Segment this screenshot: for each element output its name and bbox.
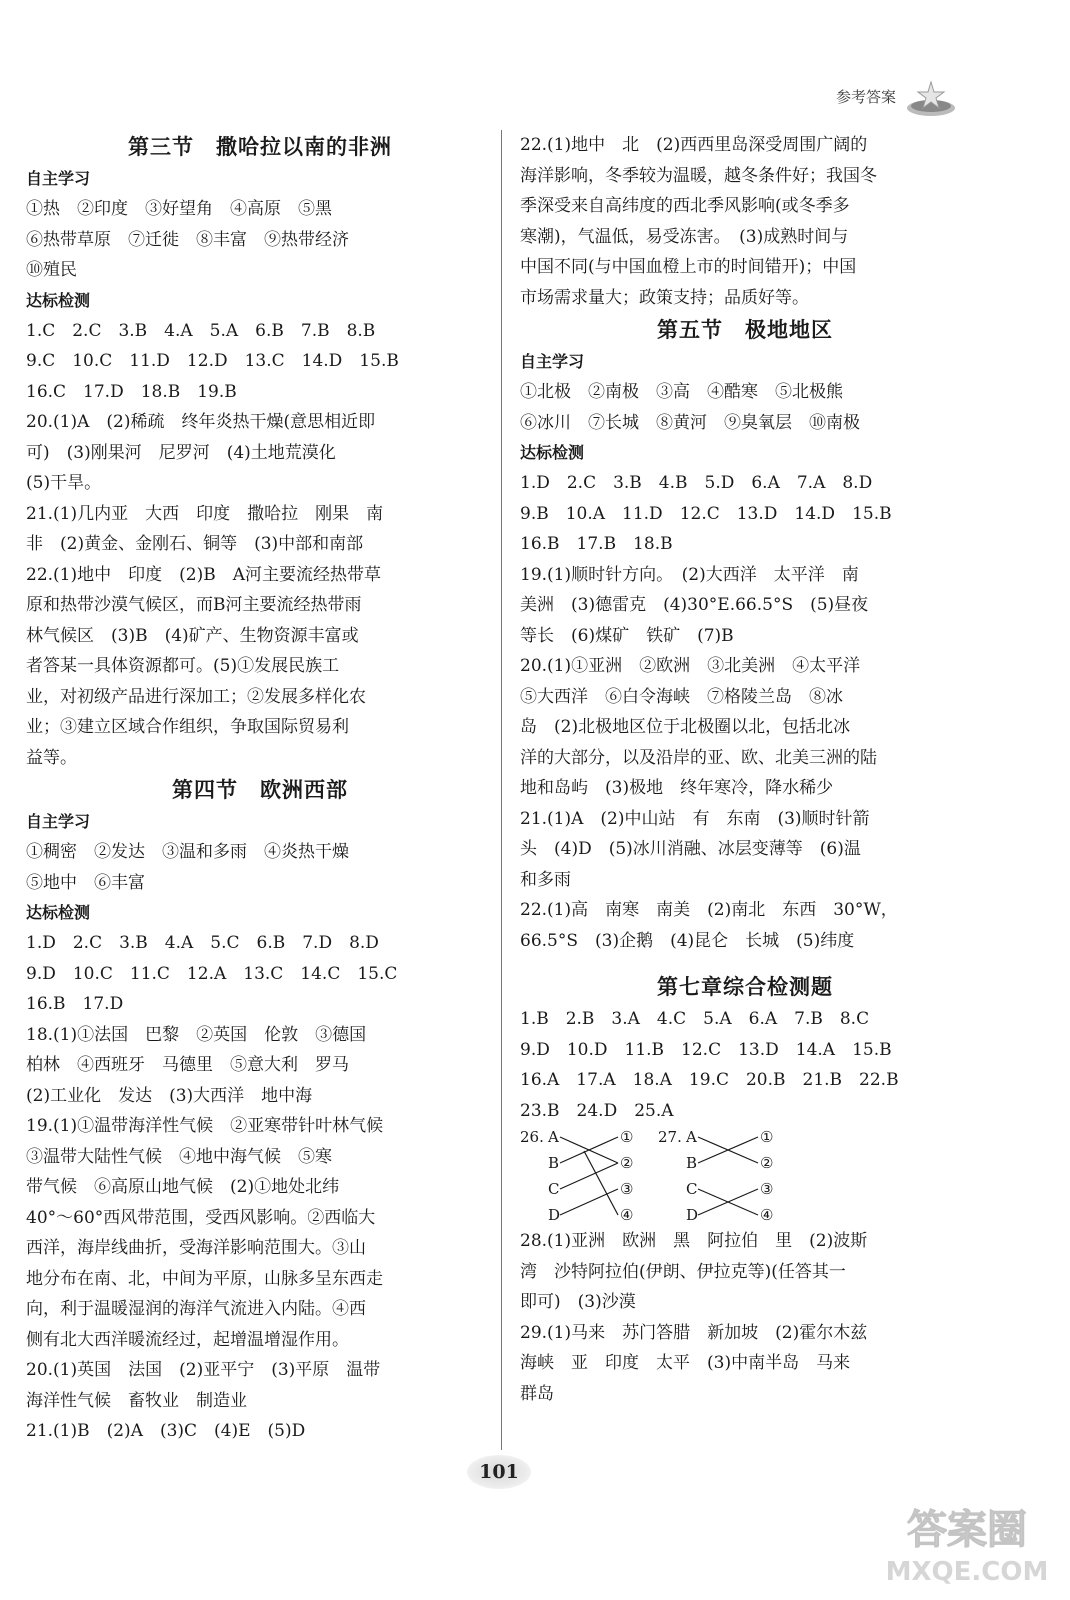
answer-line: 21.(1)A (2)中山站 有 东南 (3)顺时针箭 [520, 808, 870, 829]
answer-line: 40°～60°西风带范围，受西风影响。②西临大 [26, 1207, 376, 1228]
answer-line: 季深受来自高纬度的西北季风影响(或冬季多 [520, 196, 850, 216]
answer-line: 岛 (2)北极地区位于北极圈以北，包括北冰 [520, 717, 851, 737]
subheading: 达标检测 [26, 290, 91, 310]
answer-line: 海洋性气候 畜牧业 制造业 [26, 1390, 247, 1411]
subheading: 达标检测 [26, 903, 91, 922]
page-number: 101 [467, 1455, 531, 1489]
section-title: 第三节 撒哈拉以南的非洲 [128, 134, 392, 159]
answer-line: (2)工业化 发达 (3)大西洋 地中海 [26, 1085, 313, 1106]
answer-line: 1.D 2.C 3.B 4.B 5.D 6.A 7.A 8.D [520, 473, 873, 493]
answer-line: ⑩殖民 [26, 260, 77, 280]
answer-line: 带气候 ⑥高原山地气候 (2)①地处北纬 [26, 1177, 340, 1197]
match-line [560, 1189, 618, 1215]
answer-line: 18.(1)①法国 巴黎 ②英国 伦敦 ③德国 [26, 1024, 367, 1045]
answer-line: 20.(1)英国 法国 (2)亚平宁 (3)平原 温带 [26, 1360, 381, 1380]
answer-line: 侧有北大西洋暖流经过，起增温增湿作用。 [26, 1329, 349, 1350]
answer-line: ⑥冰川 ⑦长城 ⑧黄河 ⑨臭氧层 ⑩南极 [520, 412, 860, 433]
answer-line: 柏林 ④西班牙 马德里 ⑤意大利 罗马 [26, 1055, 349, 1075]
answer-line: 19.(1)顺时针方向。 (2)大西洋 太平洋 南 [520, 564, 859, 585]
answer-line: 16.B 17.D [26, 994, 124, 1014]
answer-line: 66.5°S (3)企鹅 (4)昆仑 长城 (5)纬度 [520, 930, 855, 951]
match26-number: 26. [520, 1128, 544, 1146]
section-title: 第四节 欧洲西部 [172, 777, 348, 802]
match27-letter: A [686, 1128, 697, 1146]
watermark-url: MXQE.COM [885, 1557, 1049, 1587]
answer-line: 和多雨 [520, 869, 571, 890]
answer-line: ③温带大陆性气候 ④地中海气候 ⑤寒 [26, 1146, 332, 1167]
match27-option: ④ [760, 1206, 774, 1224]
answer-line: 业，对初级产品进行深加工；②发展多样化农 [26, 686, 366, 707]
answer-line: 向，利于温暖湿润的海洋气流进入内陆。④西 [26, 1299, 366, 1319]
match27-letter: B [686, 1154, 698, 1172]
answer-line: 16.C 17.D 18.B 19.B [26, 381, 237, 402]
answer-line: ①北极 ②南极 ③高 ④酷寒 ⑤北极熊 [520, 382, 843, 402]
answer-line: 1.C 2.C 3.B 4.A 5.A 6.B 7.B 8.B [26, 320, 376, 341]
answer-line: 9.B 10.A 11.D 12.C 13.D 14.D 15.B [520, 503, 892, 524]
answer-line: 22.(1)高 南寒 南美 (2)南北 东西 30°W， [520, 900, 898, 920]
column-divider [501, 130, 502, 1450]
header-logo-icon [905, 78, 957, 122]
answer-line: 9.D 10.D 11.B 12.C 13.D 14.A 15.B [520, 1039, 892, 1060]
answer-line: ①稠密 ②发达 ③温和多雨 ④炎热干燥 [26, 842, 349, 862]
answer-line: 29.(1)马来 苏门答腊 新加坡 (2)霍尔木兹 [520, 1322, 868, 1343]
answer-line: 美洲 (3)德雷克 (4)30°E.66.5°S (5)昼夜 [520, 595, 869, 615]
answer-line: 22.(1)地中 北 (2)西西里岛深受周围广阔的 [520, 135, 868, 155]
answer-line: 21.(1)B (2)A (3)C (4)E (5)D [26, 1421, 306, 1441]
answer-line: 20.(1)A (2)稀疏 终年炎热干燥(意思相近即 [26, 412, 376, 432]
match26-option: ③ [620, 1180, 634, 1198]
answer-line: 16.B 17.B 18.B [520, 534, 673, 554]
answer-line: 即可) (3)沙漠 [520, 1292, 636, 1312]
spacer [520, 956, 970, 970]
answer-line: 洋的大部分，以及沿岸的亚、欧、北美三洲的陆 [520, 747, 877, 768]
answer-line: 市场需求量大；政策支持；品质好等。 [520, 287, 809, 308]
answer-line: 者答某一具体资源都可。(5)①发展民族工 [26, 656, 340, 676]
watermark-logo [872, 1495, 1062, 1595]
answer-line: 林气候区 (3)B (4)矿产、生物资源丰富或 [26, 625, 359, 646]
answer-line: 西洋，海岸线曲折，受海洋影响范围大。③山 [26, 1238, 366, 1258]
subheading: 达标检测 [520, 443, 585, 462]
match26-letter: B [548, 1154, 560, 1172]
answer-line: 海峡 亚 印度 太平 (3)中南半岛 马来 [520, 1353, 851, 1373]
matching-diagrams [520, 1126, 970, 1226]
answer-line: 21.(1)几内亚 大西 印度 撒哈拉 刚果 南 [26, 503, 384, 524]
match27-letter: D [686, 1206, 699, 1224]
answer-line: 28.(1)亚洲 欧洲 黑 阿拉伯 里 (2)波斯 [520, 1231, 868, 1251]
match26-letter: C [548, 1180, 560, 1198]
answer-line: 非 (2)黄金、金刚石、铜等 (3)中部和南部 [26, 534, 364, 554]
match26-letter: A [548, 1128, 559, 1146]
header-label: 参考答案 [836, 88, 897, 106]
match26-option: ④ [620, 1206, 634, 1224]
right-column [520, 130, 970, 1409]
answer-line: 头 (4)D (5)冰川消融、冰层变薄等 (6)温 [520, 839, 861, 859]
match27-option: ③ [760, 1180, 774, 1198]
answer-line: 海洋影响，冬季较为温暖，越冬条件好；我国冬 [520, 165, 877, 186]
answer-line: 1.D 2.C 3.B 4.A 5.C 6.B 7.D 8.D [26, 933, 379, 953]
answer-line: 地和岛屿 (3)极地 终年寒冷，降水稀少 [520, 778, 834, 798]
answer-line: 湾 沙特阿拉伯(伊朗、伊拉克等)(任答其一 [520, 1261, 846, 1282]
section-title: 第七章综合检测题 [657, 974, 833, 999]
answer-line: 1.B 2.B 3.A 4.C 5.A 6.A 7.B 8.C [520, 1009, 870, 1029]
match-line [560, 1163, 618, 1189]
answer-line: 等长 (6)煤矿 铁矿 (7)B [520, 625, 734, 646]
match27-letter: C [686, 1180, 698, 1198]
match26-option: ① [620, 1128, 634, 1146]
match27-option: ① [760, 1128, 774, 1146]
answer-line: 业；③建立区域合作组织，争取国际贸易利 [26, 717, 349, 737]
answer-line: 地分布在南、北，中间为平原，山脉多呈东西走 [26, 1268, 383, 1289]
answer-line: 9.D 10.C 11.C 12.A 13.C 14.C 15.C [26, 963, 398, 984]
answer-line: 寒潮)，气温低，易受冻害。 (3)成熟时间与 [520, 226, 849, 247]
left-column [26, 130, 494, 1447]
answer-line: 16.A 17.A 18.A 19.C 20.B 21.B 22.B [520, 1070, 899, 1090]
answer-line: 20.(1)①亚洲 ②欧洲 ③北美洲 ④太平洋 [520, 656, 861, 676]
answer-line: 益等。 [26, 747, 77, 768]
subheading: 自主学习 [26, 812, 91, 831]
answer-line: 可) (3)刚果河 尼罗河 (4)土地荒漠化 [26, 442, 336, 463]
answer-line: 22.(1)地中 印度 (2)B A河主要流经热带草 [26, 564, 381, 585]
match27-number: 27. [658, 1128, 682, 1146]
match26-option: ② [620, 1154, 634, 1172]
answer-line: 原和热带沙漠气候区，而B河主要流经热带雨 [26, 595, 362, 615]
section-title: 第五节 极地地区 [657, 317, 833, 342]
watermark-text: 答案圈 [907, 1507, 1027, 1553]
answer-line: ⑤地中 ⑥丰富 [26, 872, 145, 893]
answer-line: 群岛 [520, 1383, 554, 1404]
answer-line: ①热 ②印度 ③好望角 ④高原 ⑤黑 [26, 199, 332, 219]
answer-line: 23.B 24.D 25.A [520, 1100, 674, 1121]
answer-line: 9.C 10.C 11.D 12.D 13.C 14.D 15.B [26, 351, 399, 371]
answer-line: 19.(1)①温带海洋性气候 ②亚寒带针叶林气候 [26, 1116, 384, 1136]
answer-line: ⑥热带草原 ⑦迁徙 ⑧丰富 ⑨热带经济 [26, 229, 349, 250]
match26-letter: D [548, 1206, 561, 1224]
match27-lines [698, 1137, 758, 1215]
subheading: 自主学习 [520, 352, 585, 371]
match26-lines [560, 1137, 618, 1215]
answer-line: ⑤大西洋 ⑥白令海峡 ⑦格陵兰岛 ⑧冰 [520, 686, 843, 707]
answer-line: (5)干旱。 [26, 473, 102, 493]
answer-line: 中国不同(与中国血橙上市的时间错开)；中国 [520, 257, 857, 277]
match27-option: ② [760, 1154, 774, 1172]
subheading: 自主学习 [26, 169, 91, 188]
